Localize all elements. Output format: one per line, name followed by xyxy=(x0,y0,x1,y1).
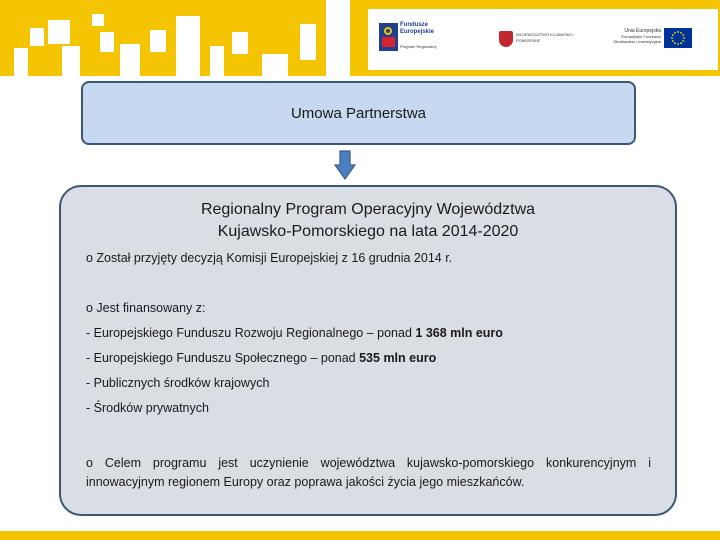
decorative-square xyxy=(300,24,316,60)
top-yellow-band xyxy=(0,0,720,76)
partnership-agreement-label: Umowa Partnerstwa xyxy=(290,104,427,122)
eu-logo-text xyxy=(613,28,661,44)
decorative-square xyxy=(262,54,288,76)
funds-logo-name: Fundusze Europejskie xyxy=(400,22,435,35)
funds-logo-icon xyxy=(379,23,398,51)
bottom-yellow-band xyxy=(0,531,720,540)
funding-item-esf xyxy=(86,351,436,365)
decorative-square xyxy=(14,48,28,76)
decorative-square xyxy=(232,32,248,54)
decorative-square xyxy=(120,44,140,76)
partnership-agreement-box xyxy=(81,81,636,145)
eu-logo-fund: Europejskie Fundusze Strukturalne i Inwestycyjne xyxy=(613,34,661,44)
decorative-square xyxy=(30,28,44,46)
region-crest-icon xyxy=(499,31,513,47)
financing-intro-bullet: o Jest finansowany z: xyxy=(86,301,206,315)
region-logo-name: WOJEWÓDZTWO KUJAWSKO-POMORSKIE xyxy=(516,32,574,43)
funding-item-text: - Publicznych środków krajowych xyxy=(86,376,270,390)
program-goal-paragraph: o Celem programu jest uczynienie województwa kujawsko-pomorskiego konkurencyjnym i innowacyjnym regionem Europy oraz poprawa jakości życia jego mieszkańców. xyxy=(86,456,651,489)
funding-item-text: - Europejskiego Funduszu Rozwoju Regionalnego – ponad xyxy=(86,326,416,340)
funding-item-amount: 535 mln euro xyxy=(359,351,437,365)
program-title xyxy=(61,199,675,243)
down-arrow-icon xyxy=(334,150,356,180)
funding-item-text: - Środków prywatnych xyxy=(86,401,209,415)
funding-item-public xyxy=(86,376,269,390)
decorative-square xyxy=(100,32,114,52)
eu-flag-icon xyxy=(664,28,692,48)
funding-item-private xyxy=(86,401,209,415)
funding-item-erdf xyxy=(86,326,503,340)
decorative-square xyxy=(326,0,350,76)
program-title-line1: Regionalny Program Operacyjny Województwa xyxy=(200,201,536,218)
funds-logo-subtitle: Program Regionalny xyxy=(400,44,437,49)
funding-item-amount: 1 368 mln euro xyxy=(415,326,503,340)
decorative-square xyxy=(210,46,224,76)
decorative-square xyxy=(92,14,104,26)
funding-item-text: - Europejskiego Funduszu Społecznego – ponad xyxy=(86,351,360,365)
decorative-square xyxy=(48,20,70,44)
program-title-line2: Kujawsko-Pomorskiego na lata 2014-2020 xyxy=(217,223,519,240)
decorative-square xyxy=(62,46,80,76)
decorative-square xyxy=(150,30,166,52)
decorative-square xyxy=(176,16,200,76)
program-box xyxy=(59,185,677,516)
eu-logo-name: Unia Europejska xyxy=(624,28,661,34)
logo-bar xyxy=(368,9,718,70)
adoption-bullet: o Został przyjęty decyzją Komisji Europejskiej z 16 grudnia 2014 r. xyxy=(86,251,453,265)
